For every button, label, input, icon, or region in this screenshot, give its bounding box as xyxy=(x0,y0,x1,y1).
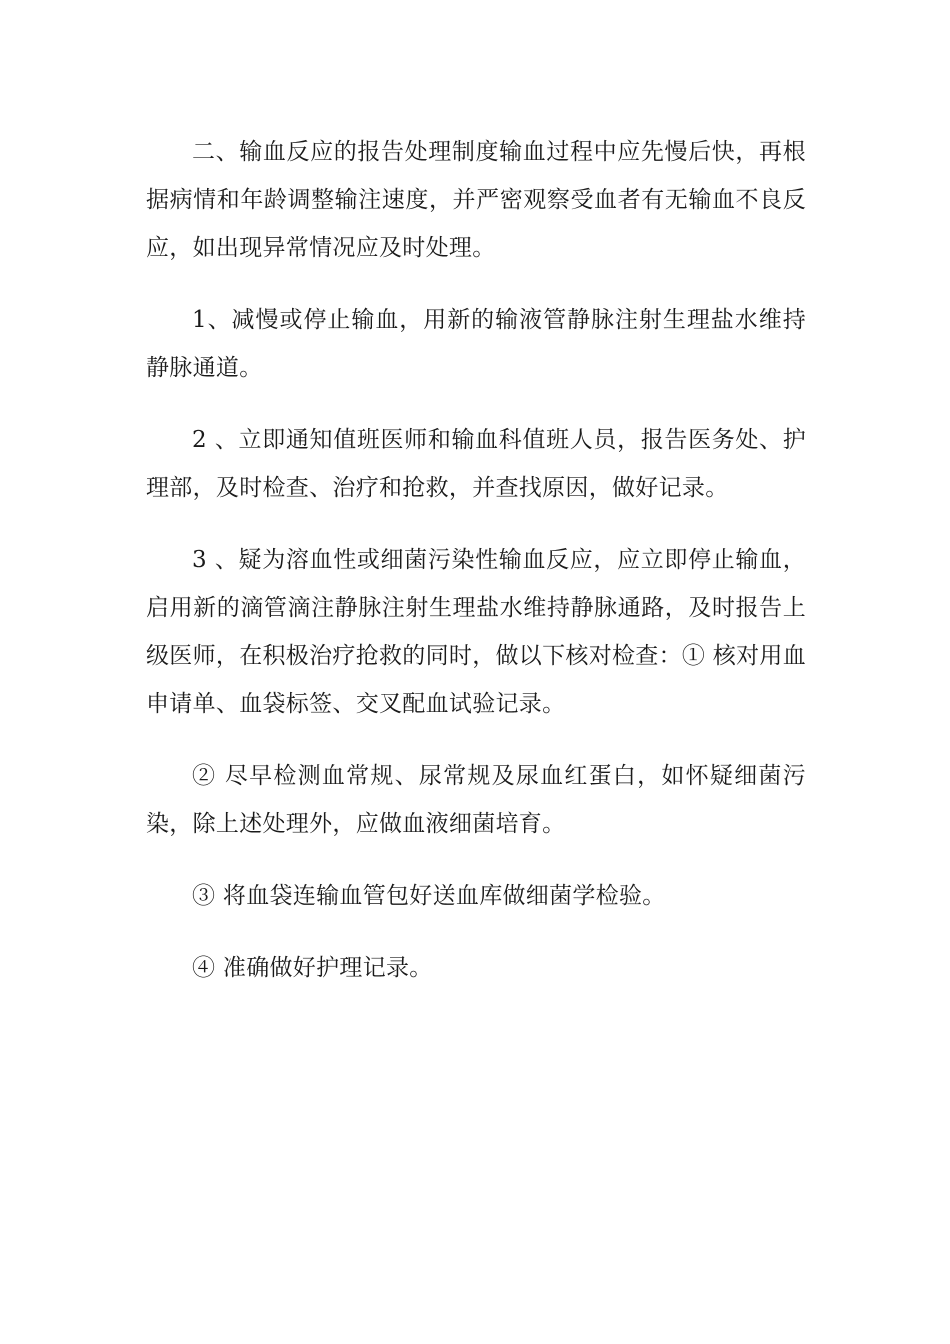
document-body xyxy=(146,128,806,1016)
paragraph-step-2: 2 、立即通知值班医师和输血科值班人员，报告医务处、护理部，及时检查、治疗和抢救，并查找原因，做好记录。 xyxy=(146,427,806,501)
paragraph-check-3: ③ 将血袋连输血管包好送血库做细菌学检验。 xyxy=(192,883,666,909)
paragraph-check-2: ② 尽早检测血常规、尿常规及尿血红蛋白，如怀疑细菌污染，除上述处理外，应做血液细菌培育。 xyxy=(146,763,806,837)
paragraph-step-3: 3 、疑为溶血性或细菌污染性输血反应，应立即停止输血，启用新的滴管滴注静脉注射生理盐水维持静脉通路，及时报告上级医师，在积极治疗抢救的同时，做以下核对检查：① 核对用血申请单、血袋标签、交叉配血试验记录。 xyxy=(146,547,807,717)
paragraph-check-4: ④ 准确做好护理记录。 xyxy=(192,955,433,981)
paragraph-step-1: 1、减慢或停止输血，用新的输液管静脉注射生理盐水维持静脉通道。 xyxy=(146,307,806,381)
paragraph-transfusion-reaction-policy: 二、输血反应的报告处理制度输血过程中应先慢后快，再根据病情和年龄调整输注速度，并严密观察受血者有无输血不良反应，如出现异常情况应及时处理。 xyxy=(146,139,806,261)
